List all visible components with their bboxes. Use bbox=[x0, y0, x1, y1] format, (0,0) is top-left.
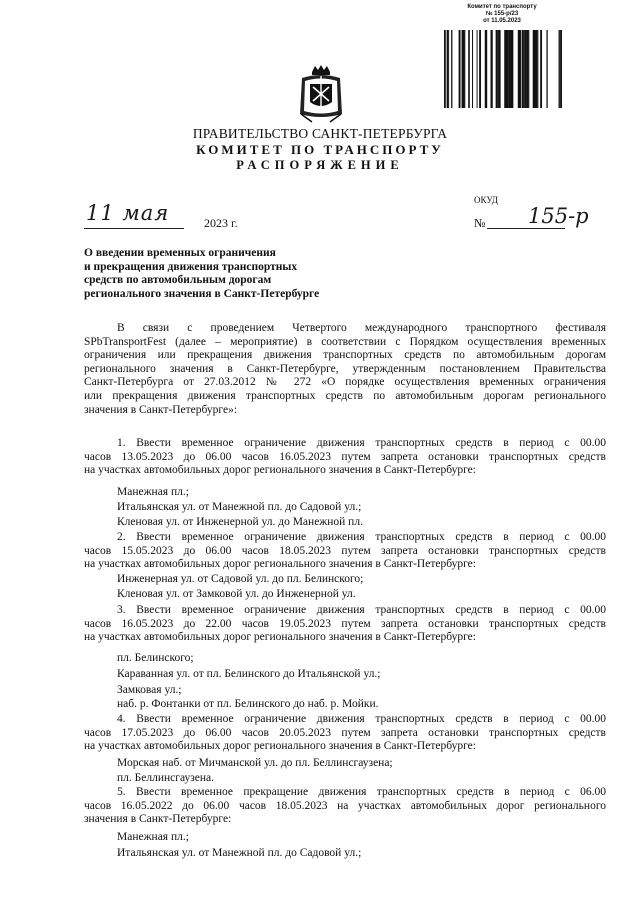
clause-2 bbox=[84, 531, 606, 572]
clause-line: значения в Санкт-Петербурге: bbox=[84, 813, 232, 826]
barcode-bar bbox=[522, 30, 524, 108]
barcode-bar bbox=[526, 30, 528, 108]
title-line: О введении временных ограничения bbox=[84, 247, 276, 259]
barcode-bar bbox=[537, 30, 538, 108]
clause-line: часов 16.05.2023 до 22.00 часов 19.05.2023 путем запрета остановки транспортных средств bbox=[84, 617, 606, 630]
barcode-bar bbox=[533, 30, 535, 108]
barcode-bar bbox=[535, 30, 537, 108]
road-item: Кленовая ул. от Замковой ул. до Инженерной ул. bbox=[117, 588, 356, 600]
barcode-bar bbox=[497, 30, 499, 108]
road-item: Караванная ул. от пл. Белинского до Итальянской ул.; bbox=[117, 668, 381, 680]
barcode-bar bbox=[444, 30, 446, 108]
barcode-bar bbox=[462, 30, 465, 108]
clause-line: часов 13.05.2023 до 06.00 часов 16.05.2023 путем запрета остановки транспортных средств bbox=[84, 450, 606, 463]
clause-line: 3. Ввести временное ограничение движения транспортных средств в период с 00.00 bbox=[117, 604, 606, 616]
barcode-bar bbox=[505, 30, 508, 108]
barcode-bar bbox=[479, 30, 480, 108]
road-item: Манежная пл.; bbox=[117, 486, 189, 498]
preamble-line: регионального значения в Санкт-Петербурге, утвержденным постановлением Правительства bbox=[84, 362, 606, 375]
road-item: Морская наб. от Мичманской ул. до пл. Беллинсгаузена; bbox=[117, 757, 393, 769]
barcode-bar bbox=[511, 30, 513, 108]
road-item: Манежная пл.; bbox=[117, 831, 189, 843]
title-line: регионального значения в Санкт-Петербурге bbox=[84, 287, 320, 300]
title-line: средств по автомобильным дорогам bbox=[84, 274, 272, 287]
document-type: РАСПОРЯЖЕНИЕ bbox=[236, 158, 404, 172]
date-year: 2023 г. bbox=[204, 216, 238, 230]
road-item: наб. р. Фонтанки от пл. Белинского до наб. р. Мойки. bbox=[117, 698, 379, 710]
barcode-bar bbox=[485, 30, 487, 108]
clause-1 bbox=[84, 437, 606, 478]
barcode-bar bbox=[480, 30, 481, 108]
barcode-bar bbox=[559, 30, 561, 108]
handwritten-number: 155-р bbox=[528, 204, 589, 228]
road-item: Замковая ул.; bbox=[117, 684, 182, 696]
barcode-bar bbox=[525, 30, 527, 108]
barcode-bar bbox=[504, 30, 505, 108]
clause-4 bbox=[84, 713, 606, 754]
preamble-paragraph bbox=[84, 322, 606, 417]
preamble-line: SPbTransportFest (далее – мероприятие) в соответствии с Порядком осуществления временных bbox=[84, 335, 606, 348]
preamble-line: значения в Санкт-Петербурге»: bbox=[84, 403, 238, 416]
road-item: пл. Беллинсгаузена. bbox=[117, 772, 215, 784]
road-item: Кленовая ул. от Инженерной ул. до Манежной пл. bbox=[117, 516, 363, 528]
coat-of-arms-emblem bbox=[298, 64, 344, 124]
clause-line: часов 16.05.2022 до 06.00 часов 18.05.2023 на участках автомобильных дорог регионального bbox=[84, 799, 606, 812]
barcode-bar bbox=[528, 30, 529, 108]
title-line: и прекращения движения транспортных bbox=[84, 260, 298, 273]
stamp-line-1: Комитет по транспорту bbox=[467, 4, 537, 10]
barcode-bar bbox=[559, 30, 560, 108]
barcode-bar bbox=[464, 30, 465, 108]
barcode-bar bbox=[524, 30, 525, 108]
clause-5 bbox=[84, 786, 606, 827]
road-item: Инженерная ул. от Садовой ул. до пл. Белинского; bbox=[117, 573, 364, 585]
barcode-bar bbox=[518, 30, 520, 108]
stamp-line-2: № 155-р/23 bbox=[485, 11, 519, 17]
clause-line: на участках автомобильных дорог регионального значения в Санкт-Петербурге: bbox=[84, 464, 476, 477]
handwritten-date: 11 мая bbox=[86, 201, 170, 225]
barcode-bar bbox=[561, 30, 562, 108]
preamble-line: Санкт-Петербурга от 27.03.2012 № 272 «О порядке осуществления временных ограничения bbox=[84, 376, 606, 389]
clause-line: часов 15.05.2023 до 06.00 часов 18.05.2023 путем запрета остановки транспортных средств bbox=[84, 544, 606, 557]
barcode bbox=[444, 30, 562, 108]
clause-line: часов 17.05.2023 до 06.00 часов 20.05.2023 путем запрета остановки транспортных средств bbox=[84, 726, 606, 739]
clause-line: на участках автомобильных дорог регионального значения в Санкт-Петербурге: bbox=[84, 558, 476, 571]
government-name: ПРАВИТЕЛЬСТВО САНКТ-ПЕТЕРБУРГА bbox=[192, 126, 448, 141]
clause-line: на участках автомобильных дорог регионального значения в Санкт-Петербурге: bbox=[84, 740, 476, 753]
barcode-bar bbox=[477, 30, 478, 108]
clause-3 bbox=[84, 604, 606, 645]
barcode-bar bbox=[468, 30, 470, 108]
preamble-line: В связи с проведением Четвертого международного транспортного фестиваля bbox=[117, 322, 606, 334]
barcode-bar bbox=[447, 30, 449, 108]
barcode-bar bbox=[496, 30, 498, 108]
number-sign: № bbox=[474, 216, 486, 230]
barcode-bar bbox=[540, 30, 542, 108]
road-item: Итальянская ул. от Манежной пл. до Садовой ул.; bbox=[117, 501, 362, 513]
committee-name: КОМИТЕТ ПО ТРАНСПОРТУ bbox=[196, 142, 444, 157]
clause-line: 5. Ввести временное прекращение движения транспортных средств в период с 06.00 bbox=[117, 786, 606, 798]
barcode-bar bbox=[451, 30, 452, 108]
barcode-bar bbox=[491, 30, 493, 108]
preamble-line: или прекращения движения транспортных средств по автомобильным дорогам регионального bbox=[84, 389, 606, 402]
stamp-line-3: от 11.05.2023 bbox=[483, 18, 521, 24]
okud-label: ОКУД bbox=[474, 195, 498, 205]
road-item: Итальянская ул. от Манежной пл. до Садовой ул.; bbox=[117, 847, 362, 859]
clause-line: 2. Ввести временное ограничение движения транспортных средств в период с 00.00 bbox=[117, 531, 606, 543]
barcode-bar bbox=[448, 30, 449, 108]
barcode-bar bbox=[508, 30, 511, 108]
preamble-line: ограничения или прекращения движения транспортных средств по автомобильным дорогам bbox=[84, 349, 606, 362]
barcode-bar bbox=[546, 30, 547, 108]
clause-line: 1. Ввести временное ограничение движения транспортных средств в период с 00.00 bbox=[117, 437, 606, 449]
registration-stamp bbox=[440, 4, 564, 108]
document-title bbox=[84, 247, 344, 301]
road-item: пл. Белинского; bbox=[117, 652, 194, 664]
barcode-bar bbox=[520, 30, 521, 108]
clause-line: 4. Ввести временное ограничение движения транспортных средств в период с 00.00 bbox=[117, 713, 606, 725]
clause-line: на участках автомобильных дорог регионального значения в Санкт-Петербурге: bbox=[84, 631, 476, 644]
barcode-bar bbox=[472, 30, 473, 108]
barcode-bar bbox=[499, 30, 501, 108]
barcode-bar bbox=[459, 30, 461, 108]
